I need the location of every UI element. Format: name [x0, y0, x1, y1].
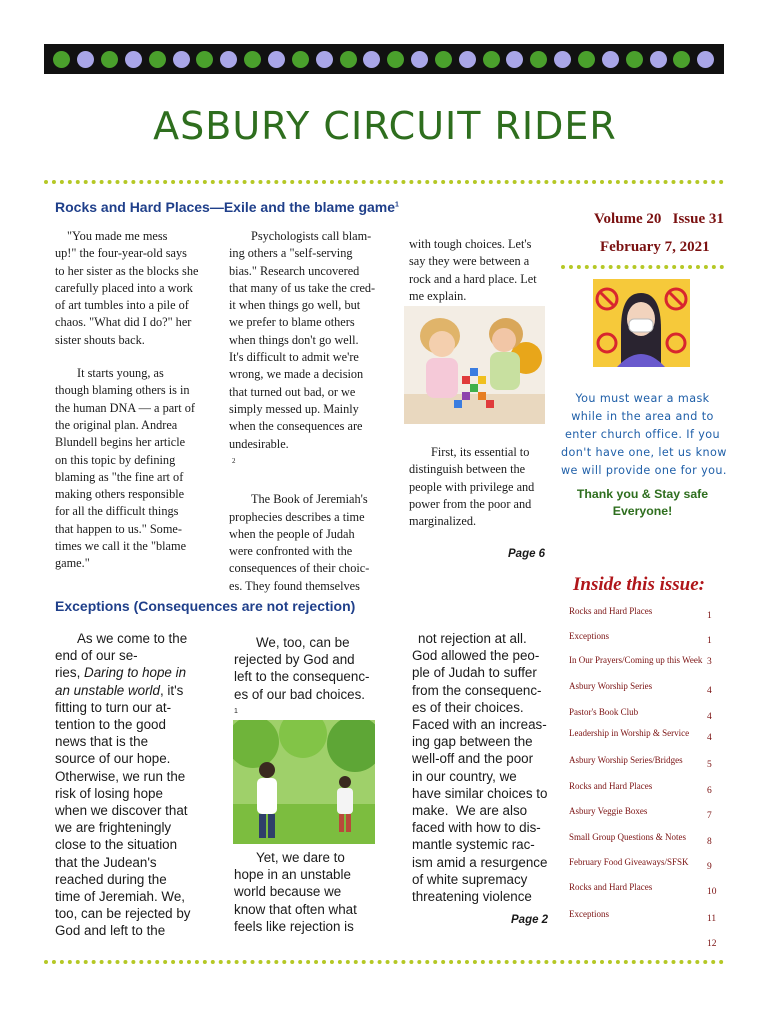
- text-line: The Book of Jeremiah's: [251, 492, 368, 507]
- article2-heading: Exceptions (Consequences are not rejection): [55, 598, 356, 614]
- text-line: close to the situation: [55, 837, 178, 853]
- toc-item[interactable]: [569, 655, 719, 673]
- band-dot: [483, 51, 500, 68]
- text-line: in our country, we: [412, 768, 517, 784]
- article2-column-1: [55, 630, 215, 940]
- text-line: we will provide one for you.: [561, 464, 727, 477]
- article2-page-link[interactable]: Page 2: [511, 914, 549, 926]
- text-line: the original plan. Andrea: [55, 417, 178, 432]
- text-line: Everyone!: [612, 504, 673, 518]
- text-line: enter church office. If you: [564, 428, 720, 441]
- toc-item-label: Rocks and Hard Places: [569, 882, 653, 892]
- article1-heading: [55, 199, 399, 215]
- text-line: marginalized.: [409, 514, 477, 529]
- text-line: that happen to us." Some-: [55, 521, 182, 536]
- text-line: We, too, can be: [256, 635, 350, 650]
- toc-item-page: 12: [707, 939, 717, 949]
- text-line: for all the difficult things: [55, 504, 179, 519]
- toc-item-label: Small Group Questions & Notes: [569, 832, 686, 842]
- text-line: time of Jeremiah. We,: [55, 889, 185, 905]
- text-line: es. They found themselves: [229, 578, 360, 593]
- text-line: es of their choices.: [412, 699, 524, 715]
- text-line: ing gap between the: [412, 734, 533, 750]
- toc-item-page: 5: [707, 760, 712, 770]
- toc-item-label: Rocks and Hard Places: [569, 781, 653, 791]
- article2-col1-series-post: , it's: [159, 682, 184, 698]
- text-line: ism amid a resurgence: [412, 854, 548, 870]
- text-line: that the Judean's: [55, 854, 157, 870]
- text-line: As we come to the: [77, 631, 188, 646]
- text-line: threatening violence: [412, 889, 532, 905]
- band-dot: [530, 51, 547, 68]
- table-of-contents: [569, 606, 719, 949]
- article2-column-2b: [234, 849, 394, 935]
- text-line: people with privilege and: [409, 479, 535, 494]
- band-dot: [340, 51, 357, 68]
- article2-series-title-part2: an unstable world: [55, 682, 160, 698]
- mask-notice-text: [561, 390, 727, 480]
- toc-item[interactable]: [569, 832, 719, 850]
- band-dot: [292, 51, 309, 68]
- toc-item[interactable]: [569, 606, 719, 624]
- text-line: when the consequences are: [229, 419, 363, 434]
- article2-series-title-part1: Daring to hope in: [84, 665, 187, 681]
- text-line: Psychologists call blam-: [251, 229, 372, 243]
- band-dot: [173, 51, 190, 68]
- text-line: mantle systemic rac-: [412, 837, 535, 853]
- band-dot: [363, 51, 380, 68]
- article1-page-link[interactable]: Page 6: [508, 548, 546, 560]
- text-line: tention to the good: [55, 717, 166, 733]
- text-line: chaos. "What did I do?" her: [55, 315, 192, 330]
- article2-column-2: [234, 634, 394, 722]
- text-line: on this topic by defining: [55, 452, 176, 467]
- text-line: of white supremacy: [412, 871, 528, 887]
- bottom-divider: [44, 960, 724, 964]
- article2-col2-footnote: 1: [234, 707, 238, 715]
- text-line: source of our hope.: [55, 751, 171, 767]
- text-line: simply messed up. Mainly: [229, 401, 359, 416]
- band-dot: [626, 51, 643, 68]
- text-line: making others responsible: [55, 487, 185, 502]
- text-line: the human DNA — a part of: [55, 400, 196, 415]
- text-line: It starts young, as: [77, 366, 164, 381]
- thanks-message: [561, 486, 724, 520]
- text-line: risk of losing hope: [55, 785, 163, 801]
- text-line: ple of Judah to suffer: [412, 665, 537, 681]
- toc-item[interactable]: [569, 681, 719, 699]
- toc-item-page: 10: [707, 887, 717, 897]
- text-line: make. We are also: [412, 803, 528, 819]
- band-dot: [411, 51, 428, 68]
- article1-column-2: [229, 228, 389, 595]
- text-line: news that is the: [55, 734, 149, 750]
- article1-col3-para2: [409, 444, 554, 530]
- article2-column-3: [412, 630, 560, 905]
- article2-col1-intro: [55, 630, 215, 664]
- article1-col3-para1: [409, 236, 554, 305]
- toc-item-label: February Food Giveaways/SFSK: [569, 857, 689, 867]
- toc-item-label: Pastor's Book Club: [569, 707, 639, 717]
- text-line: when the people of Judah: [229, 526, 355, 541]
- text-line: consequences of their choic-: [229, 561, 370, 576]
- top-dot-band: [44, 44, 724, 74]
- article2-col2-para1: [234, 634, 394, 722]
- father-child-photo: [233, 720, 375, 844]
- band-dot: [554, 51, 571, 68]
- text-line: say they were between a: [409, 254, 530, 269]
- text-line: well-off and the poor: [412, 751, 534, 767]
- band-dot: [196, 51, 213, 68]
- text-line: left to the consequenc-: [234, 669, 370, 685]
- toc-item[interactable]: [569, 934, 719, 952]
- text-line: First, its essential to: [431, 445, 530, 459]
- toc-item[interactable]: [569, 728, 719, 746]
- toc-item-page: 1: [707, 636, 712, 646]
- issue-volume: Volume 20 Issue 31: [594, 211, 724, 227]
- text-line: while in the area and to: [571, 410, 714, 423]
- article1-col2-para1-text: [229, 228, 389, 453]
- text-line: Otherwise, we run the: [55, 768, 186, 784]
- text-line: that many of us take the cred-: [229, 280, 376, 295]
- text-line: of art tumbles into a pile of: [55, 298, 189, 313]
- text-line: we are frighteningly: [55, 820, 172, 836]
- toc-item-page: 3: [707, 657, 712, 667]
- toc-item-label: Asbury Worship Series: [569, 681, 653, 691]
- band-dot: [650, 51, 667, 68]
- band-dot: [316, 51, 333, 68]
- article1-heading-text: Rocks and Hard Places—Exile and the blame game: [55, 199, 396, 215]
- text-line: game.": [55, 556, 90, 571]
- text-line: rock and a hard place. Let: [409, 271, 537, 286]
- toc-item-page: 9: [707, 862, 712, 872]
- article1-column-3: [409, 236, 554, 305]
- band-dot: [459, 51, 476, 68]
- text-line: blaming as "the fine art of: [55, 469, 184, 484]
- toc-item-label: Asbury Worship Series/Bridges: [569, 755, 683, 765]
- text-line: It's difficult to admit we're: [229, 350, 359, 365]
- band-dot: [77, 51, 94, 68]
- text-line: faced with how to dis-: [412, 820, 541, 836]
- issue-date: February 7, 2021: [600, 239, 710, 255]
- band-dot: [244, 51, 261, 68]
- text-line: power from the poor and: [409, 496, 532, 511]
- text-line: from the consequenc-: [412, 682, 542, 698]
- toc-item[interactable]: [569, 909, 719, 927]
- toc-item[interactable]: [569, 631, 719, 649]
- text-line: fitting to turn our at-: [55, 699, 172, 715]
- text-line: Faced with an increas-: [412, 717, 547, 733]
- band-dot: [53, 51, 70, 68]
- father-child-illustration: [233, 720, 375, 844]
- text-line: bias." Research uncovered: [229, 263, 360, 278]
- text-line: undesirable.: [229, 436, 289, 451]
- toc-item-label: In Our Prayers/Coming up this Week: [569, 655, 703, 665]
- text-line: don't have one, let us know: [561, 446, 727, 459]
- text-line: Yet, we dare to: [256, 850, 345, 865]
- toc-item-label: Exceptions: [569, 909, 609, 919]
- text-line: sister shouts back.: [55, 332, 145, 347]
- article2-col3-para: [412, 630, 560, 905]
- children-blocks-photo: [404, 306, 545, 424]
- text-line: not rejection at all.: [418, 631, 527, 646]
- text-line: prophecies describes a time: [229, 509, 365, 524]
- toc-item[interactable]: [569, 781, 719, 799]
- text-line: though blaming others is in: [55, 383, 190, 398]
- text-line: that turned out bad, or we: [229, 384, 356, 399]
- mask-notice-image: [593, 279, 690, 367]
- toc-item[interactable]: [569, 882, 719, 900]
- text-line: it when things go well, but: [229, 298, 361, 313]
- text-line: know that often what: [234, 901, 357, 917]
- text-line: wrong, we made a decision: [229, 367, 364, 382]
- text-line: ing others a "self-serving: [229, 246, 353, 261]
- toc-item-label: Exceptions: [569, 631, 609, 641]
- toc-item-page: 11: [707, 914, 717, 924]
- article1-col1-para2: [55, 365, 215, 573]
- text-line: have similar choices to: [412, 785, 548, 801]
- text-line: me explain.: [409, 288, 467, 303]
- article2-col2-para1-text: [234, 634, 394, 703]
- band-dot: [578, 51, 595, 68]
- band-dot: [125, 51, 142, 68]
- text-line: with tough choices. Let's: [409, 237, 532, 251]
- band-dot: [673, 51, 690, 68]
- toc-title: Inside this issue:: [573, 574, 705, 595]
- text-line: God allowed the peo-: [412, 648, 540, 664]
- article1-column-3b: [409, 444, 554, 530]
- text-line: es of our bad choices.: [234, 686, 366, 702]
- text-line: carefully placed into a work: [55, 280, 193, 295]
- toc-item-page: 4: [707, 712, 712, 722]
- band-dot: [602, 51, 619, 68]
- text-line: distinguish between the: [409, 462, 526, 477]
- article2-col1-rest: [55, 699, 215, 940]
- article2-col1-series-pre: ries,: [55, 665, 85, 681]
- text-line: God and left to the: [55, 923, 166, 939]
- text-line: Blundell begins her article: [55, 435, 186, 450]
- article1-column-1: [55, 228, 215, 573]
- toc-item[interactable]: [569, 755, 719, 773]
- text-line: when things don't go well.: [229, 332, 359, 347]
- toc-item[interactable]: [569, 707, 719, 725]
- text-line: we prefer to blame others: [229, 315, 355, 330]
- text-line: "You made me mess: [67, 229, 168, 243]
- text-line: feels like rejection is: [234, 918, 354, 934]
- text-line: You must wear a mask: [575, 392, 710, 405]
- sidebar-divider: [561, 265, 724, 269]
- band-dot: [268, 51, 285, 68]
- text-line: Thank you & Stay safe: [576, 487, 709, 501]
- band-dot: [387, 51, 404, 68]
- article1-col2-para1: [229, 228, 389, 473]
- band-dot: [697, 51, 714, 68]
- mask-woman-icon: [593, 279, 690, 367]
- article1-heading-footnote: 1: [395, 201, 399, 209]
- band-dot: [435, 51, 452, 68]
- band-dot: [506, 51, 523, 68]
- text-line: up!" the four-year-old says: [55, 246, 187, 261]
- article1-col2-para2: [229, 491, 389, 595]
- toc-item-page: 4: [707, 686, 712, 696]
- article2-col2-para2: [234, 849, 394, 935]
- text-line: end of our se-: [55, 648, 138, 664]
- text-line: world because we: [234, 884, 342, 900]
- toc-item[interactable]: [569, 857, 719, 875]
- text-line: were confronted with the: [229, 544, 353, 559]
- masthead-title: ASBURY CIRCUIT RIDER: [153, 104, 617, 148]
- band-dot: [149, 51, 166, 68]
- text-line: rejected by God and: [234, 652, 355, 668]
- children-blocks-illustration: [404, 306, 545, 424]
- toc-item-label: Leadership in Worship & Service: [569, 728, 690, 738]
- text-line: when we discover that: [55, 803, 188, 819]
- masthead-divider: [44, 180, 724, 184]
- text-line: to her sister as the blocks she: [55, 263, 199, 278]
- toc-item-label: Rocks and Hard Places: [569, 606, 653, 616]
- toc-item-page: 7: [707, 811, 712, 821]
- text-line: reached during the: [55, 871, 167, 887]
- band-dot: [101, 51, 118, 68]
- toc-item-page: 8: [707, 837, 712, 847]
- text-line: too, can be rejected by: [55, 906, 191, 922]
- article2-col1-para: [55, 630, 215, 940]
- article1-col2-footnote: 2: [232, 456, 236, 465]
- toc-item-page: 1: [707, 611, 712, 621]
- toc-item-page: 6: [707, 786, 712, 796]
- toc-item-label: Asbury Veggie Boxes: [569, 806, 648, 816]
- text-line: times we call it the "blame: [55, 539, 187, 554]
- toc-item[interactable]: [569, 806, 719, 824]
- article1-col1-para1: [55, 228, 215, 349]
- band-dot: [220, 51, 237, 68]
- text-line: hope in an unstable: [234, 867, 351, 883]
- toc-item-page: 4: [707, 733, 712, 743]
